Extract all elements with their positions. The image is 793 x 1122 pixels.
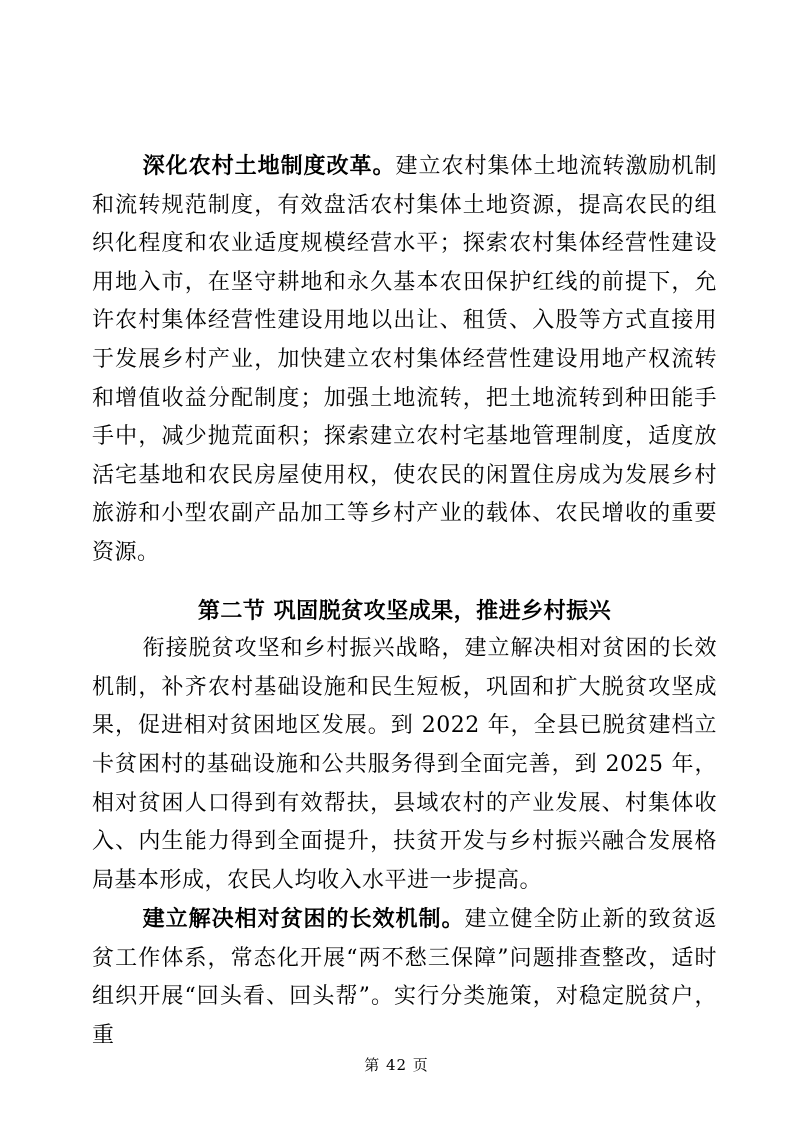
paragraph-long-term-mechanism: [92, 900, 717, 1055]
paragraph-long-term-mechanism-text: 建立健全防止新的致贫返贫工作体系，常态化开展“两不愁三保障”问题排查整改，适时组织开展“回头看、回头帮”。实行分类施策，对稳定脱贫户，重: [92, 907, 717, 1049]
document-body: [92, 147, 717, 1056]
paragraph-land-reform-bold-lead: 深化农村土地制度改革。: [142, 153, 396, 179]
paragraph-poverty-overview: [92, 630, 717, 900]
paragraph-long-term-mechanism-bold-lead: 建立解决相对贫困的长效机制。: [142, 906, 465, 933]
page-number: 第 42 页: [364, 1056, 429, 1074]
section-heading: 第二节 巩固脱贫攻坚成果，推进乡村振兴: [197, 597, 612, 624]
page-footer: [0, 1054, 793, 1076]
paragraph-poverty-overview-text: 衔接脱贫攻坚和乡村振兴战略，建立解决相对贫困的长效机制，补齐农村基础设施和民生短板，巩固和扩大脱贫攻坚成果，促进相对贫困地区发展。到 2022 年，全县已脱贫建档立卡贫困村的基础设施和公共服务得到全面完善，到 2025 年，相对贫困人口得到有效帮扶，县域农村的产业发展、村集体收入、内生能力得到全面提升，扶贫开发与乡村振兴融合发展格局基本形成，农民人均收入水平进一步提高。: [92, 636, 717, 893]
paragraph-land-reform: [92, 147, 717, 573]
paragraph-land-reform-text: 建立农村集体土地流转激励机制和流转规范制度，有效盘活农村集体土地资源，提高农民的组织化程度和农业适度规模经营水平；探索农村集体经营性建设用地入市，在坚守耕地和永久基本农田保护红线的前提下，允许农村集体经营性建设用地以出让、租赁、入股等方式直接用于发展乡村产业，加快建立农村集体经营性建设用地产权流转和增值收益分配制度；加强土地流转，把土地流转到种田能手手中，减少抛荒面积；探索建立农村宅基地管理制度，适度放活宅基地和农民房屋使用权，使农民的闲置住房成为发展乡村旅游和小型农副产品加工等乡村产业的载体、农民增收的重要资源。: [92, 154, 717, 565]
